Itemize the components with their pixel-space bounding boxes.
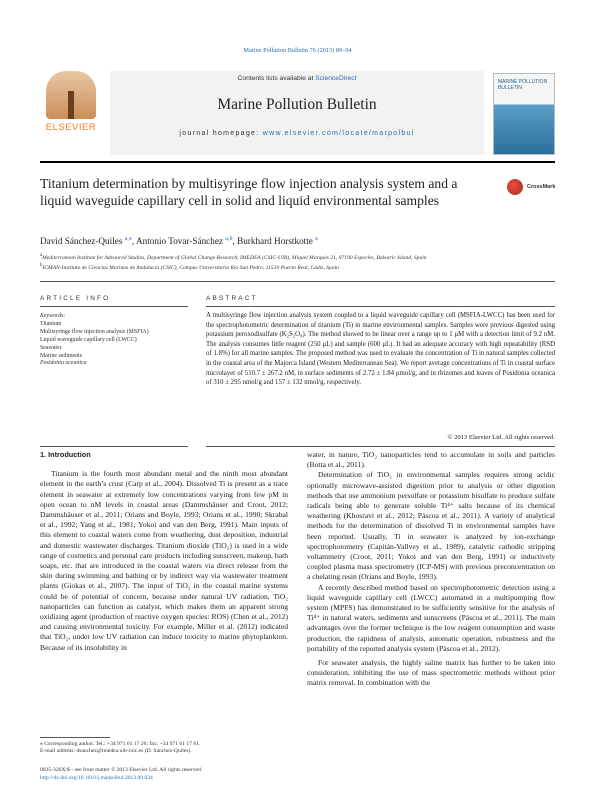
keyword: Marine sediments	[40, 352, 83, 359]
divider	[40, 446, 188, 447]
section-heading: 1. Introduction	[40, 450, 91, 459]
page-footer	[40, 767, 300, 782]
elsevier-logo[interactable]	[40, 71, 102, 151]
crossmark-icon	[507, 179, 523, 195]
abstract-text: A multisyringe flow injection analysis system coupled to a liquid waveguide capillary cell (MSFIA-LWCC) has been used for the spectrophotometric determination of titanium (Ti) in marine environmental samples. Samples were previous digested using potassium peroxodisulfate (K₂S₂O₈). The method showed to be linear over a range up to 1 μM with a detection limit of 9.2 nM. The analysis consumes little reagent (250 μL) and sample (600 μL). It had an adequate accuracy with high repeatability (RSD of 1.8%) for all marine samples. The proposed method was used to evaluate the concentration of Ti in natural samples collected in the coastal area of the Majorca Island (Western Mediterranean Sea). We report average concentrations of Ti in coastal surface microlayer of 510.7 ± 267.2 nM, in surface sediments of 2.72 ± 1.84 μmol/g, and in rhizomes and leaves of Posidonia oceanica of 310 ± 295 nmol/g and 157 ± 132 nmol/g, respectively.	[206, 312, 555, 387]
body-paragraph: For seawater analysis, the highly saline matrix has further to be taken into consideration, inhibiting the use of mass spectrometric methods without prior matrix removal. In combination with the	[307, 658, 555, 688]
author-name[interactable]: David Sánchez-Quiles	[40, 236, 123, 247]
keyword: Liquid waveguide capillary cell (LWCC)	[40, 336, 137, 343]
homepage-line	[110, 130, 484, 137]
homepage-link[interactable]: www.elsevier.com/locate/marpolbul	[262, 130, 415, 137]
author-list: David Sánchez-Quiles $^{a,⁎}$, Antonio Tovar-Sánchez $^{a,b}$, Burkhard Horstkotte $^a$	[40, 236, 318, 247]
author-affiliation-marker[interactable]: a,b	[225, 236, 233, 242]
sciencedirect-link[interactable]: ScienceDirect	[315, 75, 357, 82]
contents-line	[110, 75, 484, 82]
keyword: Seawater	[40, 344, 62, 351]
keyword: Titanium	[40, 320, 62, 327]
article-info-heading: ARTICLE INFO	[40, 295, 111, 302]
journal-banner	[110, 71, 484, 155]
keywords-label: Keywords:	[40, 313, 66, 319]
author-name[interactable]: Antonio Tovar-Sánchez	[135, 236, 223, 247]
elsevier-logo-text: ELSEVIER	[45, 122, 97, 133]
affiliation	[40, 263, 555, 271]
body-column-right	[307, 450, 555, 689]
elsevier-tree-icon	[46, 71, 96, 119]
divider	[40, 281, 555, 282]
corresponding-author-note: ⁎ Corresponding author. Tel.: +34 971 61 17 26; fax: +34 971 61 17 61.	[40, 741, 201, 747]
crossmark-badge[interactable]	[507, 179, 557, 199]
keyword: Multisyringe flow injection analysis (MSFIA)	[40, 328, 149, 335]
homepage-prefix: journal homepage:	[179, 130, 263, 137]
doi-link[interactable]: http://dx.doi.org/10.1016/j.marpolbul.2013.09.024	[40, 774, 153, 781]
author-name[interactable]: Burkhard Horstkotte	[237, 236, 313, 247]
body-paragraph: Determination of TiO₂ in environmental samples requires strong acidic optionally microwave-assisted digestion prior to analysis or other digestion methods that use ammonium persulfate or potassium bisulfate to produce sulfate radicals being able to generate soluble Ti⁴⁺ salts because of its chemical weathering (Khosravi et al., 2012; Páscoa et al., 2011). A variety of analytical methods for the determination of dissolved Ti in environmental samples have been reported. Usually, Ti in seawater is analyzed by ion-exchange spectrophotometry (Capitán-Vallvey et al., 1989), catalytic cathodic stripping voltammetry (Croot, 2011; Yokoi and van den Berg, 1991) or inductively coupled plasma mass spectrometry (ICP-MS) with previous preconcentration on a chelating resin (Orians and Boyle, 1993).	[307, 470, 555, 582]
divider	[206, 446, 555, 447]
abstract-heading: ABSTRACT	[206, 295, 258, 302]
copyright-line: © 2013 Elsevier Ltd. All rights reserved.	[447, 434, 555, 441]
contents-prefix: Contents lists available at	[237, 75, 316, 82]
email-note[interactable]: E-mail address: dsanchez@imedea.uib-csic.es (D. Sánchez-Quiles).	[40, 748, 192, 755]
affiliation-text: ICMAN-Instituto de Ciencias Marinas de Andalucía (CSIC), Campus Universitario Rio San Pedro, 11510 Puerto Real, Cádiz, Spain	[42, 264, 339, 271]
journal-reference[interactable]: Marine Pollution Bulletin 76 (2013) 89–94	[243, 47, 352, 54]
body-column-left	[40, 450, 288, 653]
affiliation	[40, 253, 555, 261]
body-paragraph: water, in nature, TiO₂ nanoparticles tend to accumulate in soils and particles (Botta et al., 2011).	[307, 450, 555, 470]
affiliation-text: Mediterranean Institute for Advanced Studies, Department of Global Change Research, IMEDEA (CSIC-UIB), Miquel Marquès 21, 07190 Esporles, Balearic Island, Spain	[42, 254, 427, 261]
divider	[206, 306, 555, 307]
affiliation-marker: a	[40, 253, 43, 258]
crossmark-label: CrossMark	[527, 184, 556, 190]
affiliation-marker: b	[40, 263, 43, 268]
footnote-divider	[40, 737, 110, 738]
footnote	[40, 741, 288, 755]
author-affiliation-marker[interactable]: a,⁎	[124, 236, 132, 242]
journal-header	[40, 65, 555, 163]
journal-title: Marine Pollution Bulletin	[217, 96, 377, 113]
cover-title: MARINE POLLUTION BULLETIN	[498, 79, 548, 91]
author-affiliation-marker[interactable]: a	[315, 236, 318, 242]
journal-cover-thumbnail[interactable]	[493, 73, 555, 155]
keyword: Posidonia oceanica	[40, 360, 87, 367]
issn-line: 0025-326X/$ - see front matter © 2013 Elsevier Ltd. All rights reserved.	[40, 767, 203, 773]
keywords-block	[40, 313, 160, 368]
body-paragraph: Titanium is the fourth most abundant metal and the ninth most abundant element in the earth’s crust (Carp et al., 2004). Dissolved Ti is present as a trace element in seawater at extremely low concentrations varying from few pM in open ocean to nM levels in coastal areas (Dammshäuser and Croot, 2012; Dammshäuser et al., 2011; Orians and Boyle, 1993; Orians et al., 1990; Skrabal et al., 1992; Yang et al., 1981; Yokoi and van den Berg, 1991). Main inputs of this element to coastal waters come from weathering, dust deposition, industrial and domestic wastewater discharges. Titanium dioxide (TiO₂) is used in a wide range of cosmetics and personal care products including sunscreen, makeup, bath soaps, etc. that are introduced in the coastal waters via direct release from the skin during swimming and bathing or by indirect way via wastewater treatment plants (Giokas et al., 2007). The input of TiO₂ in the coastal marine systems could be of potential of concern, because under natural UV radiation, TiO₂ nanoparticles can function as catalyst, which makes them an apparent strong oxidizing agent (production of reactive oxygen species: ROS) (Chen et al., 2012) and causing environmental toxicity. For example, Miller et al. (2012) indicated that TiO₂, under low UV radiation can induce toxicity to marine phytoplankton. Because of its insolubility in	[40, 469, 288, 652]
body-paragraph: A recently described method based on spectrophotometric detection using a liquid waveguide capillary cell (LWCC) automated in a multipumping flow system (MPFS) has demonstrated to be sufficiently sensitive for the analysis of Ti⁴⁺ in natural waters, sediments and sunscreens (Páscoa et al., 2011). The main advantages over the former technique is the low reagent consumption and waste production, the rapidness of analysis, automatic operation, robustness and the portability of the reported analysis system (Páscoa et al., 2012).	[307, 582, 555, 653]
article-title: Titanium determination by multisyringe flow injection analysis system and a liquid waveguide capillary cell in solid and liquid environmental samples	[40, 176, 458, 208]
divider	[40, 306, 188, 307]
